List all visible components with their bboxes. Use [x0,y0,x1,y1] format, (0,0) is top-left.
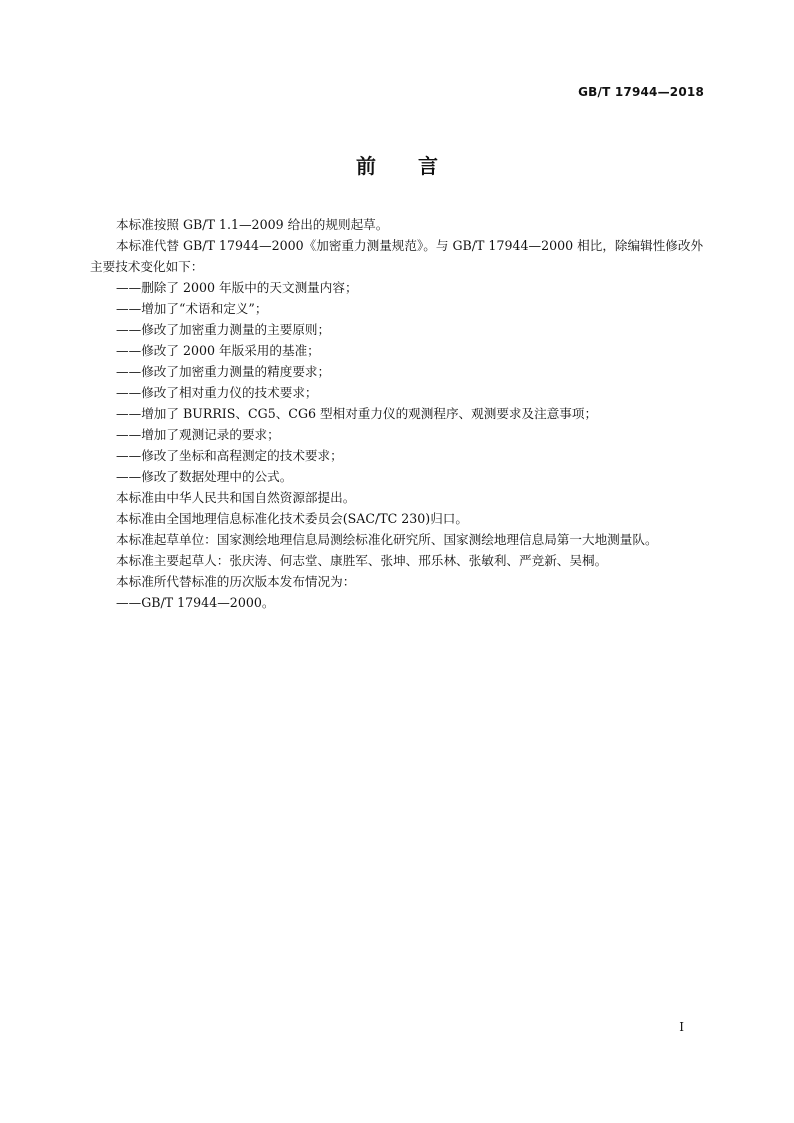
history-list [90,592,706,613]
page-title: 前言 [356,154,480,178]
intro-paragraph: 本标准按照 GB/T 1.1—2009 给出的规则起草。 [116,217,389,232]
list-item: ——修改了加密重力测量的主要原则； [116,322,331,337]
info-paragraph: 本标准由全国地理信息标准化技术委员会(SAC/TC 230)归口。 [116,511,468,526]
list-item: ——修改了 2000 年版采用的基准； [116,343,320,358]
list-item: ——修改了坐标和高程测定的技术要求； [116,448,343,463]
list-item: ——删除了 2000 年版中的天文测量内容； [116,280,358,295]
foreword-body [90,214,706,613]
standard-code: GB/T 17944—2018 [578,85,704,99]
list-item: ——GB/T 17944—2000。 [116,595,275,610]
page-number: I [679,1020,684,1034]
list-item: ——修改了加密重力测量的精度要求； [116,364,331,379]
info-paragraph: 本标准所代替标准的历次版本发布情况为： [116,574,356,589]
intro-paragraph: 本标准代替 GB/T 17944—2000《加密重力测量规范》。与 GB/T 17944—2000 相比，除编辑性修改外主要技术变化如下： [90,238,704,274]
list-item: ——增加了“术语和定义”； [116,301,268,316]
list-item: ——修改了数据处理中的公式。 [116,469,293,484]
list-item: ——增加了 BURRIS、CG5、CG6 型相对重力仪的观测程序、观测要求及注意事项； [116,406,598,421]
changes-list [90,277,706,487]
list-item: ——修改了相对重力仪的技术要求； [116,385,318,400]
info-paragraph: 本标准起草单位：国家测绘地理信息局测绘标准化研究所、国家测绘地理信息局第一大地测量队。 [116,532,658,547]
info-paragraph: 本标准主要起草人：张庆涛、何志堂、康胜军、张坤、邢乐林、张敏利、严竞新、吴桐。 [116,553,608,568]
list-item: ——增加了观测记录的要求； [116,427,280,442]
info-paragraph: 本标准由中华人民共和国自然资源部提出。 [116,490,356,505]
